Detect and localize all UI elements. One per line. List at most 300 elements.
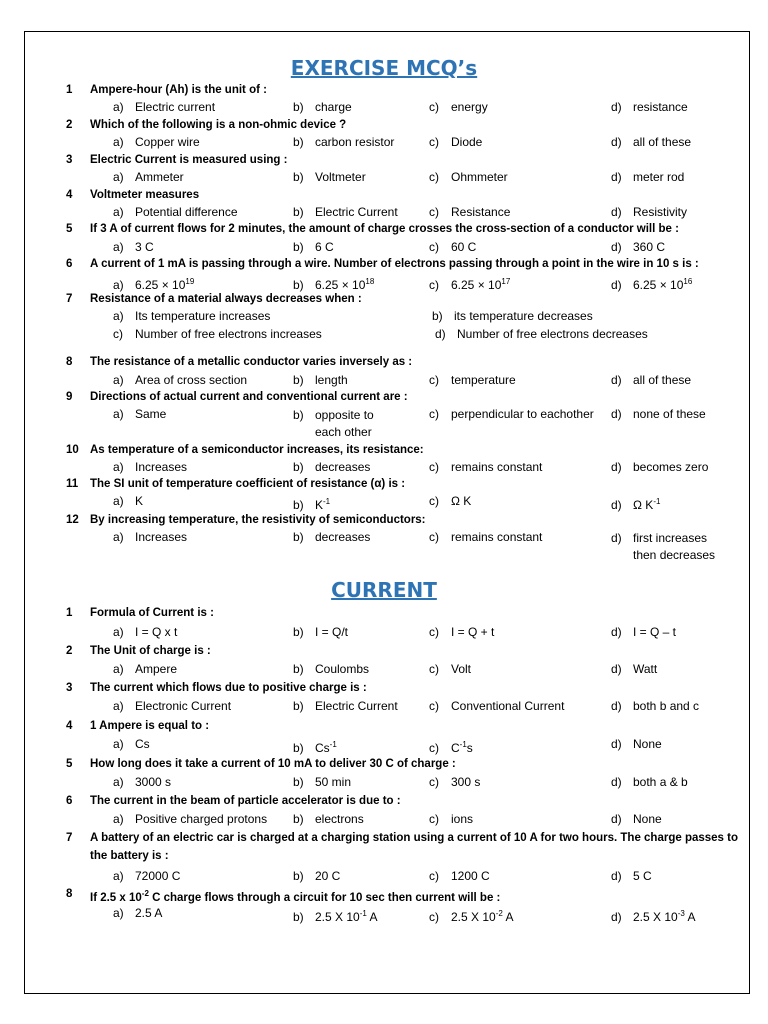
text-run: 1 Ampere is equal to : <box>90 720 210 732</box>
option-c <box>429 373 516 388</box>
option-text: meter rod <box>633 170 685 184</box>
option-text: Ampere <box>135 662 178 676</box>
option-letter: c) <box>429 741 439 755</box>
question-text <box>90 644 211 658</box>
option-b <box>293 812 364 827</box>
question-number: 8 <box>66 356 73 368</box>
question-number: 11 <box>66 478 79 490</box>
option-letter: b) <box>293 530 304 544</box>
option-text: Ω K <box>451 494 472 508</box>
option-letter: c) <box>429 373 439 387</box>
option-text: remains constant <box>451 460 543 474</box>
option-letter: c) <box>429 407 439 421</box>
option-letter: d) <box>611 869 622 883</box>
option-text: I = Q + t <box>451 625 495 639</box>
option-text: Area of cross section <box>135 373 248 387</box>
option-letter: c) <box>429 170 439 184</box>
text-run: By increasing temperature, the resistivity of semiconductors: <box>90 514 426 526</box>
question-text <box>90 83 267 97</box>
question-text <box>90 477 405 491</box>
option-text: Number of free electrons increases <box>135 327 322 341</box>
superscript: -1 <box>323 497 331 506</box>
option-text: I = Q x t <box>135 625 178 639</box>
text-run: The SI unit of temperature coefficient of resistance (α) is : <box>90 478 406 490</box>
superscript: 18 <box>365 277 375 286</box>
option-a <box>113 240 154 255</box>
question-text <box>90 188 199 202</box>
option-letter: b) <box>293 498 304 512</box>
option-text: Resistivity <box>633 205 688 219</box>
option-letter: a) <box>113 407 124 421</box>
option-letter: c) <box>429 240 439 254</box>
option-c <box>429 240 476 255</box>
option-letter: b) <box>293 205 304 219</box>
option-letter: c) <box>429 530 439 544</box>
option-text: 6 C <box>315 240 334 254</box>
option-text: becomes zero <box>633 460 709 474</box>
option-letter: a) <box>113 869 124 883</box>
option-c <box>429 530 542 545</box>
option-text: length <box>315 373 348 387</box>
superscript: -2 <box>141 889 149 898</box>
option-text: Cs <box>315 741 330 755</box>
option-b <box>293 625 348 640</box>
option-text: 300 s <box>451 775 481 789</box>
option-text: 6.25 × 10 <box>633 278 684 292</box>
option-letter: b) <box>293 812 304 826</box>
option-letter: a) <box>113 775 124 789</box>
option-letter: b) <box>293 662 304 676</box>
option-b <box>432 309 593 324</box>
option-c <box>429 869 490 884</box>
option-c <box>429 460 542 475</box>
option-letter: a) <box>113 278 124 292</box>
option-a <box>113 775 171 790</box>
option-letter: a) <box>113 530 124 544</box>
option-d <box>611 494 660 513</box>
option-c <box>429 699 564 714</box>
option-b <box>293 373 348 388</box>
option-text: 360 C <box>633 240 666 254</box>
option-letter: c) <box>429 460 439 474</box>
option-text: Diode <box>451 135 483 149</box>
text-run: How long does it take a current of 10 mA to deliver 30 C of charge : <box>90 758 456 770</box>
option-letter: a) <box>113 309 124 323</box>
option-letter: d) <box>611 240 622 254</box>
text-run: A battery of an electric car is charged at a charging station using a current of 10 A for two hours. The charge passes to the battery is : <box>90 832 738 862</box>
option-d <box>435 327 648 342</box>
question-text <box>90 757 456 771</box>
option-b <box>293 906 378 925</box>
option-letter: d) <box>611 699 622 713</box>
option-text: K <box>135 494 144 508</box>
text-run: Formula of Current is : <box>90 607 214 619</box>
question-number: 1 <box>66 607 73 619</box>
option-letter: c) <box>429 869 439 883</box>
option-text: 6.25 × 10 <box>135 278 186 292</box>
question-number: 7 <box>66 293 73 305</box>
question-text <box>90 719 209 733</box>
question-text <box>90 222 679 236</box>
option-text: Potential difference <box>135 205 238 219</box>
option-a <box>113 699 231 714</box>
text-run: Resistance of a material always decreases when : <box>90 293 362 305</box>
option-letter: b) <box>293 775 304 789</box>
option-text: temperature <box>451 373 516 387</box>
option-d <box>611 812 662 827</box>
option-a <box>113 205 238 220</box>
text-run: The Unit of charge is : <box>90 645 211 657</box>
option-text: 2.5 X 10 <box>315 910 360 924</box>
option-text: Ohmmeter <box>451 170 508 184</box>
text-run: The current in the beam of particle accelerator is due to : <box>90 795 401 807</box>
option-letter: a) <box>113 460 124 474</box>
question-text <box>90 887 500 905</box>
option-text: energy <box>451 100 488 114</box>
option-text: 60 C <box>451 240 477 254</box>
option-text: None <box>633 812 662 826</box>
text-run: If 2.5 x 10 <box>90 891 142 904</box>
superscript: 17 <box>501 277 511 286</box>
option-text: Increases <box>135 460 188 474</box>
option-text: carbon resistor <box>315 135 395 149</box>
option-text: 3 C <box>135 240 154 254</box>
option-a <box>113 906 162 921</box>
option-letter: a) <box>113 699 124 713</box>
option-letter: b) <box>293 460 304 474</box>
option-letter: d) <box>611 373 622 387</box>
option-letter: d) <box>611 135 622 149</box>
option-text: charge <box>315 100 352 114</box>
option-text: perpendicular to eachother <box>451 407 594 421</box>
question-number: 6 <box>66 258 73 270</box>
option-c <box>429 135 482 150</box>
option-text: Conventional Current <box>451 699 565 713</box>
option-d <box>611 407 706 422</box>
option-text: Its temperature increases <box>135 309 271 323</box>
option-text: Coulombs <box>315 662 370 676</box>
option-letter: a) <box>113 812 124 826</box>
superscript: -1 <box>653 497 661 506</box>
option-text: C <box>451 741 460 755</box>
option-d <box>611 699 699 714</box>
option-text: all of these <box>633 135 692 149</box>
option-text: opposite to each other <box>315 408 374 439</box>
option-letter: a) <box>113 100 124 114</box>
option-letter: d) <box>611 278 622 292</box>
superscript: -3 <box>677 909 685 918</box>
option-b <box>293 869 340 884</box>
option-text: 6.25 × 10 <box>451 278 502 292</box>
option-d <box>611 530 731 564</box>
option-letter: c) <box>429 812 439 826</box>
text-run: The current which flows due to positive charge is : <box>90 682 367 694</box>
option-c <box>429 407 594 422</box>
option-letter: b) <box>293 869 304 883</box>
option-letter: d) <box>611 531 622 545</box>
option-text: its temperature decreases <box>454 309 593 323</box>
option-suffix: A <box>366 910 378 924</box>
option-suffix: A <box>684 910 696 924</box>
option-letter: a) <box>113 205 124 219</box>
superscript: -1 <box>359 909 367 918</box>
option-letter: a) <box>113 135 124 149</box>
section-title-exercise: EXERCISE MCQ’s <box>290 56 478 80</box>
option-text: None <box>633 737 662 751</box>
option-text: both b and c <box>633 699 700 713</box>
option-d <box>611 135 691 150</box>
option-text: Electronic Current <box>135 699 232 713</box>
option-b <box>293 494 330 513</box>
option-letter: d) <box>611 662 622 676</box>
question-text <box>90 606 214 620</box>
text-run: A current of 1 mA is passing through a wire. Number of electrons passing through a point in the wire in 10 s is : <box>90 258 699 270</box>
option-letter: c) <box>429 135 439 149</box>
option-text: Same <box>135 407 167 421</box>
option-b <box>293 100 352 115</box>
option-letter: b) <box>293 699 304 713</box>
option-d <box>611 775 688 790</box>
option-a <box>113 100 215 115</box>
text-run: Directions of actual current and conventional current are : <box>90 391 408 403</box>
option-letter: a) <box>113 240 124 254</box>
option-a <box>113 170 184 185</box>
option-text: Electric Current <box>315 699 398 713</box>
option-letter: b) <box>293 100 304 114</box>
superscript: 19 <box>185 277 195 286</box>
option-d <box>611 869 652 884</box>
option-text: Voltmeter <box>315 170 366 184</box>
option-letter: c) <box>429 494 439 508</box>
option-text: 1200 C <box>451 869 490 883</box>
option-b <box>293 530 370 545</box>
question-number: 3 <box>66 154 73 166</box>
question-text <box>90 681 367 695</box>
option-c <box>429 906 514 925</box>
question-text <box>90 390 408 404</box>
question-number: 9 <box>66 391 73 403</box>
option-a <box>113 812 267 827</box>
option-d <box>611 737 662 752</box>
question-text <box>90 794 401 808</box>
option-text: Ω K <box>633 498 654 512</box>
option-d <box>611 625 676 640</box>
option-letter: d) <box>611 625 622 639</box>
option-a <box>113 494 143 509</box>
option-text: decreases <box>315 530 371 544</box>
option-text: decreases <box>315 460 371 474</box>
superscript: -1 <box>329 740 337 749</box>
option-letter: b) <box>293 373 304 387</box>
option-text: Cs <box>135 737 150 751</box>
option-c <box>113 327 322 342</box>
option-text: Electric current <box>135 100 216 114</box>
question-text <box>90 257 699 271</box>
option-letter: a) <box>113 373 124 387</box>
option-letter: a) <box>113 170 124 184</box>
option-letter: b) <box>293 625 304 639</box>
option-c <box>429 205 510 220</box>
option-text: I = Q/t <box>315 625 349 639</box>
question-text <box>90 443 424 457</box>
option-text: resistance <box>633 100 688 114</box>
option-c <box>429 812 473 827</box>
option-a <box>113 373 247 388</box>
question-number: 1 <box>66 84 73 96</box>
option-letter: d) <box>611 910 622 924</box>
option-a <box>113 662 177 677</box>
option-text: none of these <box>633 407 706 421</box>
option-text: Watt <box>633 662 658 676</box>
option-d <box>611 274 692 293</box>
option-letter: a) <box>113 906 124 920</box>
option-letter: c) <box>429 775 439 789</box>
option-b <box>293 775 351 790</box>
option-letter: d) <box>611 812 622 826</box>
option-suffix: A <box>502 910 514 924</box>
option-text: both a & b <box>633 775 688 789</box>
question-number: 2 <box>66 645 73 657</box>
text-run: Which of the following is a non-ohmic device ? <box>90 119 347 131</box>
option-text: 72000 C <box>135 869 181 883</box>
option-d <box>611 906 696 925</box>
option-letter: d) <box>611 407 622 421</box>
question-number: 4 <box>66 189 73 201</box>
option-d <box>611 662 657 677</box>
option-letter: d) <box>611 205 622 219</box>
option-letter: b) <box>293 910 304 924</box>
text-run: The resistance of a metallic conductor varies inversely as : <box>90 356 413 368</box>
option-text: K <box>315 498 324 512</box>
question-text <box>90 153 287 167</box>
option-letter: c) <box>429 625 439 639</box>
option-text: Increases <box>135 530 188 544</box>
option-text: 50 min <box>315 775 352 789</box>
option-letter: d) <box>435 327 446 341</box>
option-text: electrons <box>315 812 364 826</box>
option-c <box>429 737 473 756</box>
question-number: 12 <box>66 514 79 526</box>
option-a <box>113 625 177 640</box>
option-letter: b) <box>293 135 304 149</box>
option-text: 3000 s <box>135 775 172 789</box>
option-letter: d) <box>611 460 622 474</box>
question-number: 6 <box>66 795 73 807</box>
text-run: Ampere-hour (Ah) is the unit of : <box>90 84 267 96</box>
option-text: I = Q – t <box>633 625 677 639</box>
text-run: If 3 A of current flows for 2 minutes, the amount of charge crosses the cross-section of a conductor will be : <box>90 223 679 235</box>
question-text <box>90 292 362 306</box>
option-b <box>293 662 369 677</box>
option-a <box>113 737 150 752</box>
option-d <box>611 170 684 185</box>
option-d <box>611 240 665 255</box>
option-b <box>293 135 394 150</box>
option-letter: b) <box>293 240 304 254</box>
option-c <box>429 775 480 790</box>
question-text <box>90 118 346 132</box>
option-text: Ammeter <box>135 170 184 184</box>
option-a <box>113 407 166 422</box>
question-text <box>90 513 426 527</box>
option-a <box>113 274 194 293</box>
option-text: Electric Current <box>315 205 398 219</box>
text-run: Electric Current is measured using : <box>90 154 288 166</box>
option-text: Volt <box>451 662 472 676</box>
option-letter: d) <box>611 170 622 184</box>
superscript: -1 <box>459 740 467 749</box>
option-b <box>293 460 370 475</box>
text-run: As temperature of a semiconductor increases, its resistance: <box>90 444 424 456</box>
option-c <box>429 100 488 115</box>
question-text <box>90 829 752 865</box>
option-text: first increases then decreases <box>633 531 716 562</box>
option-text: remains constant <box>451 530 543 544</box>
option-letter: c) <box>429 699 439 713</box>
option-letter: c) <box>429 662 439 676</box>
option-letter: c) <box>429 910 439 924</box>
option-b <box>293 407 403 441</box>
option-text: Copper wire <box>135 135 200 149</box>
option-letter: d) <box>611 498 622 512</box>
option-b <box>293 274 374 293</box>
question-number: 7 <box>66 832 73 844</box>
option-text: 2.5 X 10 <box>633 910 678 924</box>
option-c <box>429 170 508 185</box>
option-b <box>293 699 398 714</box>
question-text <box>90 355 412 369</box>
option-a <box>113 530 187 545</box>
question-number: 10 <box>66 444 79 456</box>
option-d <box>611 373 691 388</box>
option-letter: b) <box>293 278 304 292</box>
option-letter: c) <box>429 205 439 219</box>
option-text: 2.5 A <box>135 906 163 920</box>
text-run: C charge flows through a circuit for 10 sec then current will be : <box>148 891 501 904</box>
option-d <box>611 100 688 115</box>
option-a <box>113 869 180 884</box>
superscript: 16 <box>683 277 693 286</box>
option-text: Number of free electrons decreases <box>457 327 648 341</box>
option-text: 2.5 X 10 <box>451 910 496 924</box>
option-text: Resistance <box>451 205 511 219</box>
option-suffix: s <box>466 741 473 755</box>
option-a <box>113 460 187 475</box>
option-b <box>293 205 398 220</box>
text-run: Voltmeter measures <box>90 189 200 201</box>
question-number: 3 <box>66 682 73 694</box>
option-a <box>113 135 200 150</box>
option-b <box>293 737 337 756</box>
option-letter: b) <box>432 309 443 323</box>
option-letter: a) <box>113 625 124 639</box>
option-text: 5 C <box>633 869 652 883</box>
option-letter: c) <box>429 278 439 292</box>
question-number: 4 <box>66 720 73 732</box>
option-a <box>113 309 270 324</box>
option-letter: b) <box>293 170 304 184</box>
option-letter: d) <box>611 100 622 114</box>
option-text: all of these <box>633 373 692 387</box>
section-title-current: CURRENT <box>331 578 437 602</box>
question-number: 5 <box>66 758 73 770</box>
option-text: 20 C <box>315 869 341 883</box>
option-c <box>429 274 510 293</box>
option-text: Positive charged protons <box>135 812 268 826</box>
option-letter: d) <box>611 775 622 789</box>
option-letter: a) <box>113 737 124 751</box>
option-c <box>429 494 471 509</box>
